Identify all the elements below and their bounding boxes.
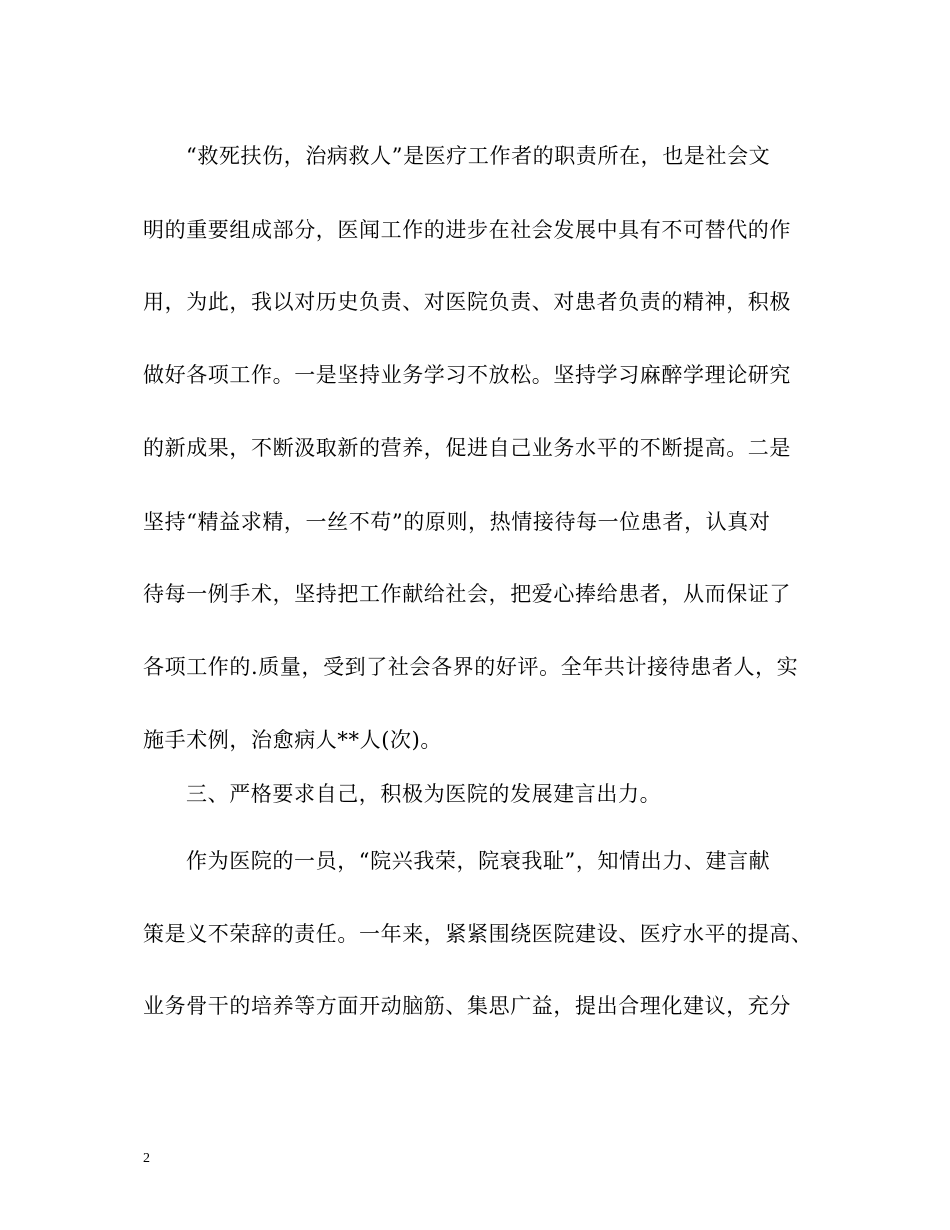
- paragraph-line: 各项工作的.质量，受到了社会各界的好评。全年共计接待患者人，实: [143, 655, 799, 679]
- paragraph-line: 用，为此，我以对历史负责、对医院负责、对患者负责的精神，积极: [143, 290, 791, 314]
- paragraph-line: 施手术例，治愈病人**人(次)。: [143, 728, 442, 752]
- paragraph-line: 明的重要组成部分，医闻工作的进步在社会发展中具有不可替代的作: [143, 218, 791, 242]
- page-number: 2: [143, 1151, 150, 1166]
- paragraph-line: 坚持“精益求精，一丝不苟”的原则，热情接待每一位患者，认真对: [143, 510, 771, 534]
- paragraph-line: “救死扶伤，治病救人”是医疗工作者的职责所在，也是社会文: [186, 144, 771, 168]
- section-heading: 三、严格要求自己，积极为医院的发展建言出力。: [186, 782, 662, 806]
- paragraph-line: 的新成果，不断汲取新的营养，促进自己业务水平的不断提高。二是: [143, 436, 791, 460]
- paragraph-line: 待每一例手术，坚持把工作献给社会，把爱心捧给患者，从而保证了: [143, 582, 791, 606]
- paragraph-line: 作为医院的一员，“院兴我荣，院衰我耻”，知情出力、建言献: [186, 849, 771, 873]
- paragraph-line: 做好各项工作。一是坚持业务学习不放松。坚持学习麻醉学理论研究: [143, 363, 791, 387]
- paragraph-line: 业务骨干的培养等方面开动脑筋、集思广益，提出合理化建议，充分: [143, 994, 791, 1018]
- paragraph-line: 策是义不荣辞的责任。一年来，紧紧围绕医院建设、医疗水平的提高、: [143, 922, 813, 946]
